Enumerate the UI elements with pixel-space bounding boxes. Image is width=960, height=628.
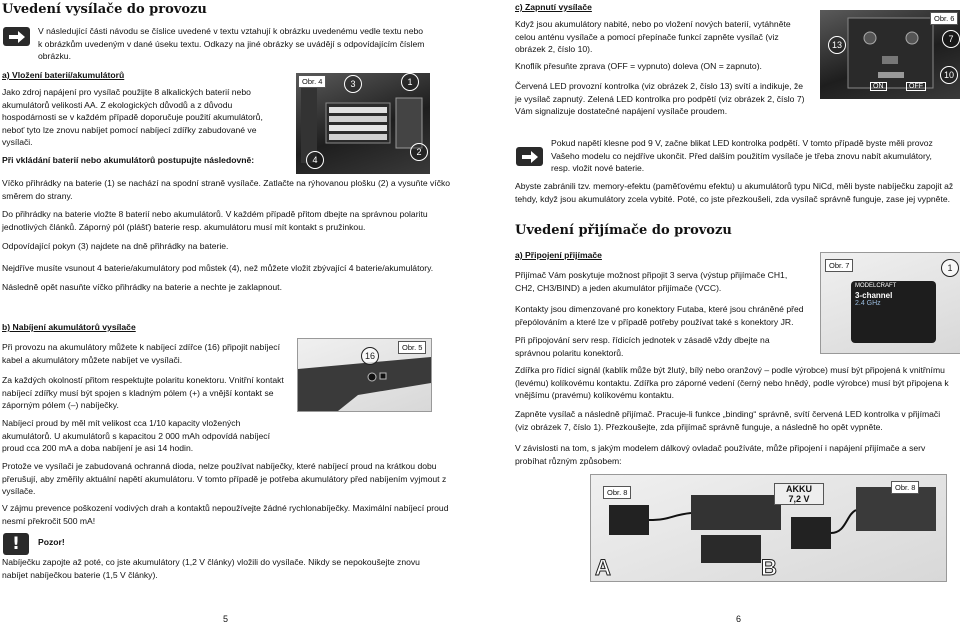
section-a-paragraph-2: Víčko přihrádky na baterie (1) se nachází na spodní straně vysílače. Zatlačte na rýhovanou plošku (2) a vysuňte víčko směrem do strany. — [2, 178, 451, 201]
section-b-paragraph-3: Nabíjecí proud by měl mít velikost cca 1/10 kapacity vložených akumulátorů. U akumulátorů s kapacitou 2 000 mAh odpovídá nabíjecí proud cca 200 mA a doba nabíjení je asi 14 hodin. — [2, 418, 270, 454]
section-c-note: Pokud napětí klesne pod 9 V, začne blikat LED kontrolka podpětí. V tomto případě byste měli provoz Vašeho modelu co nejdříve ukončit. Před dalším použitím vysílače je třeba znovu nabít akumulátory, resp. vložit nové baterie. — [551, 138, 933, 174]
section-b-paragraph-2: Za každých okolností přitom respektujte polaritu konektoru. Vnitřní kontakt nabíjecí zdířky musí být spojen s kladným pólem (+) a vnější kontakt se záporným pólem (–) nabíječky. — [2, 375, 284, 411]
info-arrow-icon — [516, 147, 543, 166]
figure-7-label: Obr. 7 — [825, 259, 853, 272]
receiver-paragraph-2: Kontakty jsou dimenzované pro konektory Futaba, které jsou chráněné před přepólováním a které lze v případě potřeby používat také s konektory JR. — [515, 304, 804, 327]
warning-text: Nabíječku zapojte až poté, co jste akumulátory (1,2 V články) vložili do vysílače. Nikdy se nepokoušejte znovu nabíjet nabíječkou baterie (1,5 V články). — [2, 557, 420, 580]
akku-line-1: AKKU — [786, 484, 812, 494]
callout-2: 2 — [410, 143, 428, 161]
callout-4: 4 — [306, 151, 324, 169]
receiver-paragraph-6: V závislosti na tom, s jakým modelem dálkový ovladač používáte, může připojení i napájení přijímače a serv probíhat různým způsobem: — [515, 443, 926, 466]
akku-label — [774, 483, 824, 505]
section-c-paragraph-2: Knoflík přesuňte zprava (OFF = vypnuto) doleva (ON = zapnuto). — [515, 61, 762, 71]
receiver-title: Uvedení přijímače do provozu — [515, 223, 732, 238]
section-a-paragraph-3: Do přihrádky na baterie vložte 8 baterií nebo akumulátorů. V každém případě přitom dbejte na správnou polaritu jednotlivých článků. Záporný pól (plášť) baterie resp. akumulátoru musí mít kontakt s pružinkou. — [2, 209, 428, 232]
figure-5-charging-socket — [297, 338, 432, 412]
section-a-paragraph-4: Odpovídající pokyn (3) najdete na dně přihrádky na baterie. — [2, 241, 229, 251]
section-c-paragraph-4: Abyste zabránili tzv. memory-efektu (paměťovému efektu) u akumulátorů typu NiCd, měli byste nabíječku zapojit až tehdy, když jsou akumulátory zcela vybité. Poté, co jste přezkoušeli, zda vysílač správně funguje, zase jej vypněte. — [515, 181, 954, 204]
section-b-heading: b) Nabíjení akumulátorů vysílače — [2, 322, 136, 332]
section-b-paragraph-4: Protože ve vysílači je zabudovaná ochranná dioda, nelze používat nabíječky, které nabíjecí proud na krátkou dobu přerušují, aby změřily aktuální napětí akumulátoru. V tomto případě je potřeba akumulátory před nabíjením vyjmout z vysílače. — [2, 461, 447, 497]
section-a-bold: Při vkládání baterií nebo akumulátorů postupujte následovně: — [2, 155, 255, 165]
off-label: OFF — [906, 82, 926, 91]
figure-7-receiver — [820, 252, 960, 354]
callout-1: 1 — [401, 73, 419, 91]
callout-3: 3 — [344, 75, 362, 93]
akku-line-2: 7,2 V — [788, 494, 810, 504]
page-title: Uvedení vysílače do provozu — [2, 2, 207, 17]
figure-8b-label: Obr. 8 — [891, 481, 919, 494]
figure-6-transmitter-front — [820, 10, 960, 99]
figure-8-letter-a: A — [595, 555, 611, 580]
callout-16: 16 — [361, 347, 379, 365]
section-c-paragraph-3: Červená LED provozní kontrolka (viz obrázek 2, číslo 13) svítí a indikuje, že je vysílač zapnutý. Zelená LED kontrolka pro podpětí (viz obrázek 2, číslo 7) Vám signalizuje dostatečné napájení vysílače proudem. — [515, 81, 805, 117]
receiver-paragraph-4: Zdířka pro řídicí signál (kablík může být žlutý, bílý nebo oranžový – podle výrobce) musí být připojená k vnitřnímu (levému) kolíkovému kontaktu. Zdířka pro záporné vedení (černý nebo hnědý, podle výrobce) musí být připojena k vnějšímu (pravému) kolíkovému kontaktu. — [515, 365, 949, 401]
warning-icon: ! — [3, 533, 29, 555]
receiver-frequency: 2.4 GHz — [855, 300, 881, 307]
on-label: ON — [870, 82, 887, 91]
section-b-paragraph-1: Při provozu na akumulátory můžete k nabíjecí zdířce (16) připojit nabíjecí kabel a akumulátory můžete nabíjet ve vysílači. — [2, 342, 280, 365]
receiver-paragraph-1: Přijímač Vám poskytuje možnost připojit 3 serva (výstup přijímače CH1, CH2, CH3/BIND) a jeden akumulátor přijímače (VCC). — [515, 270, 788, 293]
section-a-paragraph-6: Následně opět nasuňte víčko přihrádky na baterie a nechte je zaklapnout. — [2, 282, 282, 292]
info-arrow-icon — [3, 27, 30, 46]
figure-8-letter-b: B — [761, 555, 777, 580]
figure-8-wiring — [590, 474, 947, 582]
receiver-name: 3-channel — [855, 291, 893, 300]
figure-4-label: Obr. 4 — [298, 75, 326, 88]
receiver-paragraph-5: Zapněte vysílač a následně přijímač. Pracuje-li funkce „binding“ správně, svítí červená LED kontrolka v přijímači (viz obrázek 7, číslo 1). Přezkoušejte, zda přijímač správně funguje, a následně ho opět vypněte. — [515, 409, 941, 432]
receiver-brand: MODELCRAFT — [855, 283, 897, 289]
section-a-heading: a) Vložení baterií/akumulátorů — [2, 70, 125, 80]
callout-13: 13 — [828, 36, 846, 54]
callout-7: 7 — [942, 30, 960, 48]
callout-10: 10 — [940, 66, 958, 84]
figure-8a-label: Obr. 8 — [603, 486, 631, 499]
section-a-paragraph-5: Nejdříve musíte vsunout 4 baterie/akumulátory pod můstek (4), než můžete vložit zbývající 4 baterie/akumulátory. — [2, 263, 434, 273]
receiver-body — [851, 281, 936, 343]
intro-text: V následující části návodu se číslice uvedené v textu vztahují k obrázku uvedenému vedle textu nebo k obrázkům uvedeným v dané úseku textu. Odkazy na jiné obrázky se uvádějí s odpovídajícím číslem obrázku. — [38, 26, 425, 62]
receiver-paragraph-3: Při připojování serv resp. řídicích jednotek v zásadě vždy dbejte na správnou polaritu konektorů. — [515, 335, 770, 358]
section-b-paragraph-5: V zájmu prevence poškození vodivých drah a kontaktů nepoužívejte žádné rychlonabíječky. Maximální nabíjecí proud nesmí překročit 500 mA! — [2, 503, 449, 526]
figure-5-label: Obr. 5 — [398, 341, 426, 354]
section-c-paragraph-1: Když jsou akumulátory nabité, nebo po vložení nových baterií, vytáhněte celou anténu vysílače a pomocí přepínače funkcí zapněte vysílač (viz obrázek 2, číslo 10). — [515, 19, 791, 55]
section-a-paragraph-1: Jako zdroj napájení pro vysílač použijte 8 alkalických baterií nebo akumulátorů velikosti AA. Z ekologických důvodů a z důvodu hospodárnosti se v každém případě doporučuje použití akumulátorů, neboť tyto lze znovu nabíjet pomocí nabíjecí zdířky zabudované ve vysílači. — [2, 87, 263, 148]
callout-1-receiver: 1 — [941, 259, 959, 277]
figure-6-label: Obr. 6 — [930, 12, 958, 25]
page-number-right: 6 — [736, 614, 742, 624]
page-number-left: 5 — [223, 614, 229, 624]
warning-label: Pozor! — [38, 537, 65, 547]
section-c-heading: c) Zapnutí vysílače — [515, 2, 592, 12]
receiver-section-a-heading: a) Připojení přijímače — [515, 250, 602, 260]
figure-4-battery-compartment — [296, 73, 430, 174]
